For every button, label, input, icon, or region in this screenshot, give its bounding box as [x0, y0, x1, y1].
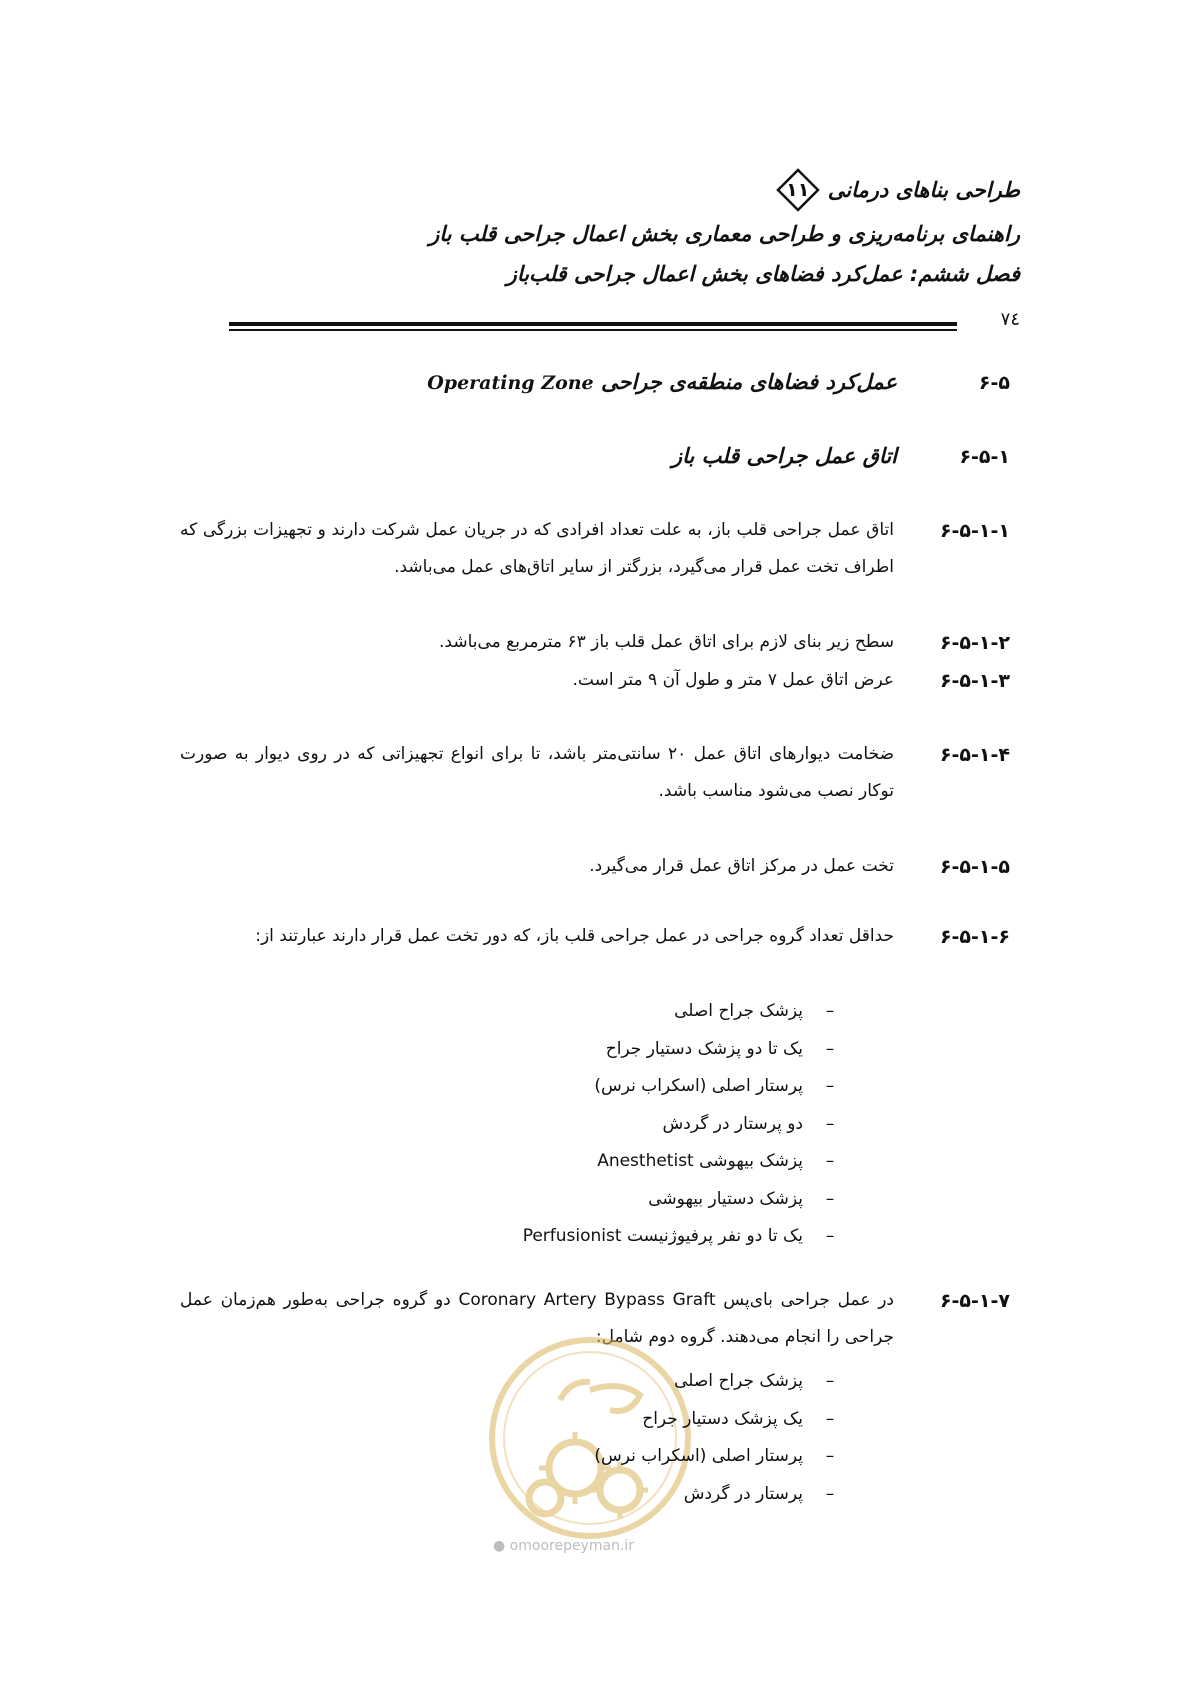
bullet-dash: – [825, 1483, 835, 1504]
list-item-text: پزشک جراح اصلی [674, 1001, 803, 1021]
list-item [594, 1401, 835, 1439]
section-number: ۶-۵ [978, 372, 1010, 394]
chapter-title: فصل ششم: عمل‌کرد فضاهای بخش اعمال جراحی قلب‌باز [506, 262, 1020, 286]
section-title [427, 370, 897, 394]
subsection-title: اتاق عمل جراحی قلب باز [671, 444, 897, 468]
list-item-text: پزشک جراح اصلی [674, 1371, 803, 1391]
item-number: ۶-۵-۱-۳ [939, 670, 1010, 692]
bullet-dash: – [825, 1038, 835, 1059]
item-text: اتاق عمل جراحی قلب باز، به علت تعداد افرادی که در جریان عمل شرکت دارند و تجهیزات بزرگی که اطراف تخت عمل قرار می‌گیرد، بزرگتر از سایر اتاق‌های عمل می‌باشد. [180, 520, 894, 577]
bullet-dash: – [825, 1001, 835, 1021]
item-text: سطح زیر بنای لازم برای اتاق عمل قلب باز ۶۳ مترمربع می‌باشد. [439, 632, 894, 652]
list-item-text: پزشک دستیار بیهوشی [648, 1188, 803, 1209]
page-number: ٧٤ [1000, 309, 1020, 330]
list-item [523, 993, 835, 1031]
item-number: ۶-۵-۱-۱ [939, 520, 1010, 542]
list-item-text: دو پرستار در گردش [662, 1113, 803, 1134]
list-item-text: پرستار در گردش [683, 1483, 803, 1504]
list-item [594, 1438, 835, 1476]
second-team-list [594, 1363, 835, 1513]
section-title-en: Operating Zone [427, 372, 594, 394]
item-text: حداقل تعداد گروه جراحی در عمل جراحی قلب باز، که دور تخت عمل قرار دارند عبارتند از: [255, 926, 894, 946]
watermark-url-text: omoorepeyman.ir [509, 1538, 635, 1554]
list-item [523, 1143, 835, 1181]
bullet-dash: – [825, 1408, 835, 1429]
item-number: ۶-۵-۱-۶ [939, 926, 1010, 948]
item-number: ۶-۵-۱-۷ [939, 1290, 1010, 1312]
watermark-url [493, 1538, 634, 1554]
bullet-dash: – [825, 1446, 835, 1466]
series-number-badge [776, 168, 820, 212]
bullet-dash: – [825, 1371, 835, 1391]
section-title-fa: عمل‌کرد فضاهای منطقه‌ی جراحی [600, 370, 897, 394]
list-item-text: پزشک بیهوشی Anesthetist [597, 1151, 803, 1171]
item-text: تخت عمل در مرکز اتاق عمل قرار می‌گیرد. [589, 856, 894, 876]
globe-icon: ● [493, 1538, 506, 1554]
series-number: ۱۱ [786, 179, 810, 201]
list-item-text: یک تا دو نفر پرفیوژنیست Perfusionist [522, 1226, 803, 1246]
list-item-text: پرستار اصلی (اسکراب نرس) [594, 1446, 803, 1466]
surgical-team-list [523, 993, 835, 1256]
bullet-dash: – [825, 1151, 835, 1171]
list-item [523, 1031, 835, 1069]
header-divider [229, 322, 957, 326]
list-item-text: یک پزشک دستیار جراح [642, 1408, 803, 1429]
item-text: عرض اتاق عمل ۷ متر و طول آن ۹ متر است. [572, 670, 894, 690]
list-item [523, 1181, 835, 1219]
list-item-text: یک تا دو پزشک دستیار جراح [605, 1038, 803, 1059]
document-title: راهنمای برنامه‌ریزی و طراحی معماری بخش اعمال جراحی قلب باز [429, 222, 1020, 246]
subsection-number: ۶-۵-۱ [959, 446, 1010, 468]
series-title: طراحی بناهای درمانی [827, 178, 1020, 202]
bullet-dash: – [825, 1226, 835, 1246]
list-item [523, 1106, 835, 1144]
item-number: ۶-۵-۱-۵ [939, 856, 1010, 878]
list-item-text: پرستار اصلی (اسکراب نرس) [594, 1076, 803, 1096]
list-item [523, 1068, 835, 1106]
list-item [594, 1363, 835, 1401]
bullet-dash: – [825, 1113, 835, 1134]
item-number: ۶-۵-۱-۲ [939, 632, 1010, 654]
item-number: ۶-۵-۱-۴ [939, 744, 1010, 766]
bullet-dash: – [825, 1188, 835, 1209]
header-divider-thin [229, 329, 957, 331]
item-text: در عمل جراحی بای‌پس Coronary Artery Bypass Graft دو گروه جراحی به‌طور هم‌زمان عمل جراحی را انجام می‌دهند. گروه دوم شامل: [180, 1290, 894, 1347]
bullet-dash: – [825, 1076, 835, 1096]
list-item [594, 1476, 835, 1514]
list-item [523, 1218, 835, 1256]
item-text: ضخامت دیوارهای اتاق عمل ۲۰ سانتی‌متر باشد، تا برای انواع تجهیزاتی که در روی دیوار به صورت توکار نصب می‌شود مناسب باشد. [180, 744, 895, 801]
series-header [774, 168, 1020, 212]
